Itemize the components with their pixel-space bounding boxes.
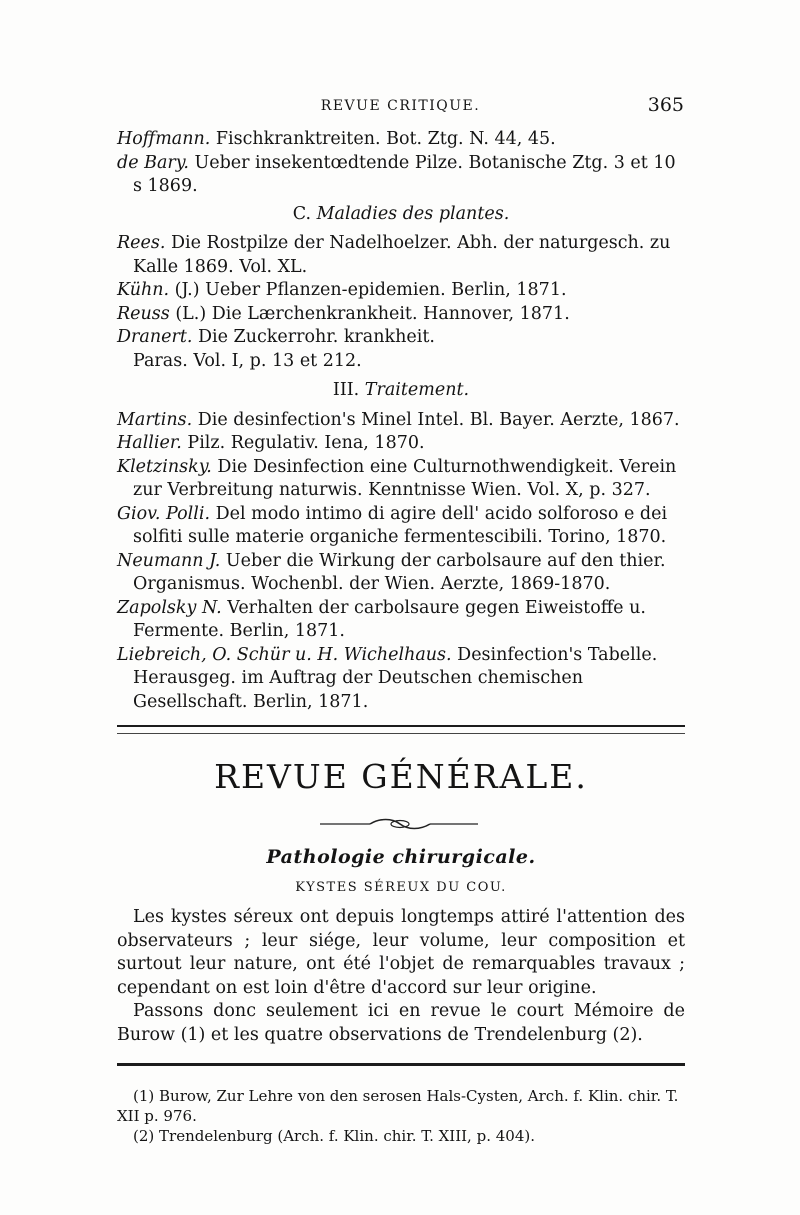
footnotes	[117, 1086, 685, 1146]
bib-entry: Kühn. (J.) Ueber Pflanzen-epidemien. Berlin, 1871.	[117, 280, 567, 300]
paragraph: Les kystes séreux ont depuis longtemps attiré l'attention des observateurs ; leur siége, leur volume, leur composition et surtout leur nature, ont été l'objet de remarquables travaux ; cependant on est loin d'être d'accord sur leur origine.	[117, 907, 685, 998]
bibliography-block-1	[117, 128, 685, 714]
bib-entry: Reuss (L.) Die Lærchenkrankheit. Hannover, 1871.	[117, 303, 570, 324]
bib-entry: Paras. Vol. I, p. 13 et 212.	[133, 350, 362, 371]
bib-entry: Hoffmann. Fischkranktreiten. Bot. Ztg. N. 44, 45.	[117, 129, 556, 149]
footnote-1: (1) Burow, Zur Lehre von den serosen Hals-Cysten, Arch. f. Klin. chir. T. XII p. 976.	[117, 1087, 679, 1125]
bib-entry: Kletzinsky. Die Desinfection eine Culturnothwendigkeit. Verein zur Verbreitung naturwis. Kenntnisse Wien. Vol. X, p. 327.	[117, 456, 677, 500]
bib-entry: Giov. Polli. Del modo intimo di agire dell' acido solforoso e dei solfiti sulle materie organiche fermentescibili. Torino, 1870.	[117, 503, 668, 547]
page-number: 365	[647, 94, 684, 116]
section-heading-iii: III. Traitement.	[332, 380, 470, 400]
bib-entry: de Bary. Ueber insekentœdtende Pilze. Botanische Ztg. 3 et 10 s 1869.	[117, 152, 676, 196]
section-divider	[117, 725, 685, 734]
paragraph: Passons donc seulement ici en revue le court Mémoire de Burow (1) et les quatre observations de Trendelenburg (2).	[117, 1001, 685, 1045]
running-header	[117, 94, 684, 124]
bib-entry: Neumann J. Ueber die Wirkung der carbolsaure auf den thier. Organismus. Wochenbl. der Wien. Aerzte, 1869-1870.	[117, 550, 666, 594]
footnote-divider	[117, 1063, 685, 1066]
ornament-flourish	[300, 816, 500, 832]
body-text	[117, 906, 685, 1047]
bib-entry: Liebreich, O. Schür u. H. Wichelhaus. Desinfection's Tabelle. Herausgeg. im Auftrag der Deutschen chemischen Gesellschaft. Berlin, 1871.	[117, 644, 658, 712]
section-heading-c: C. Maladies des plantes.	[292, 203, 510, 224]
bib-entry: Rees. Die Rostpilze der Nadelhoelzer. Abh. der naturgesch. zu Kalle 1869. Vol. XL.	[117, 233, 671, 277]
page-title: REVUE GÉNÉRALE.	[214, 757, 588, 796]
section-heading: Pathologie chirurgicale.	[266, 846, 536, 868]
bib-entry: Martins. Die desinfection's Minel Intel. Bl. Bayer. Aerzte, 1867.	[117, 409, 680, 430]
subsection-heading: KYSTES SÉREUX DU COU.	[295, 880, 507, 895]
running-title: REVUE CRITIQUE.	[320, 98, 481, 114]
footnote-2: (2) Trendelenburg (Arch. f. Klin. chir. T. XIII, p. 404).	[133, 1127, 535, 1145]
bib-entry: Dranert. Die Zuckerrohr. krankheit.	[117, 327, 435, 347]
bib-entry: Hallier. Pilz. Regulativ. Iena, 1870.	[117, 433, 425, 453]
bib-entry: Zapolsky N. Verhalten der carbolsaure gegen Eiweistoffe u. Fermente. Berlin, 1871.	[117, 597, 646, 641]
